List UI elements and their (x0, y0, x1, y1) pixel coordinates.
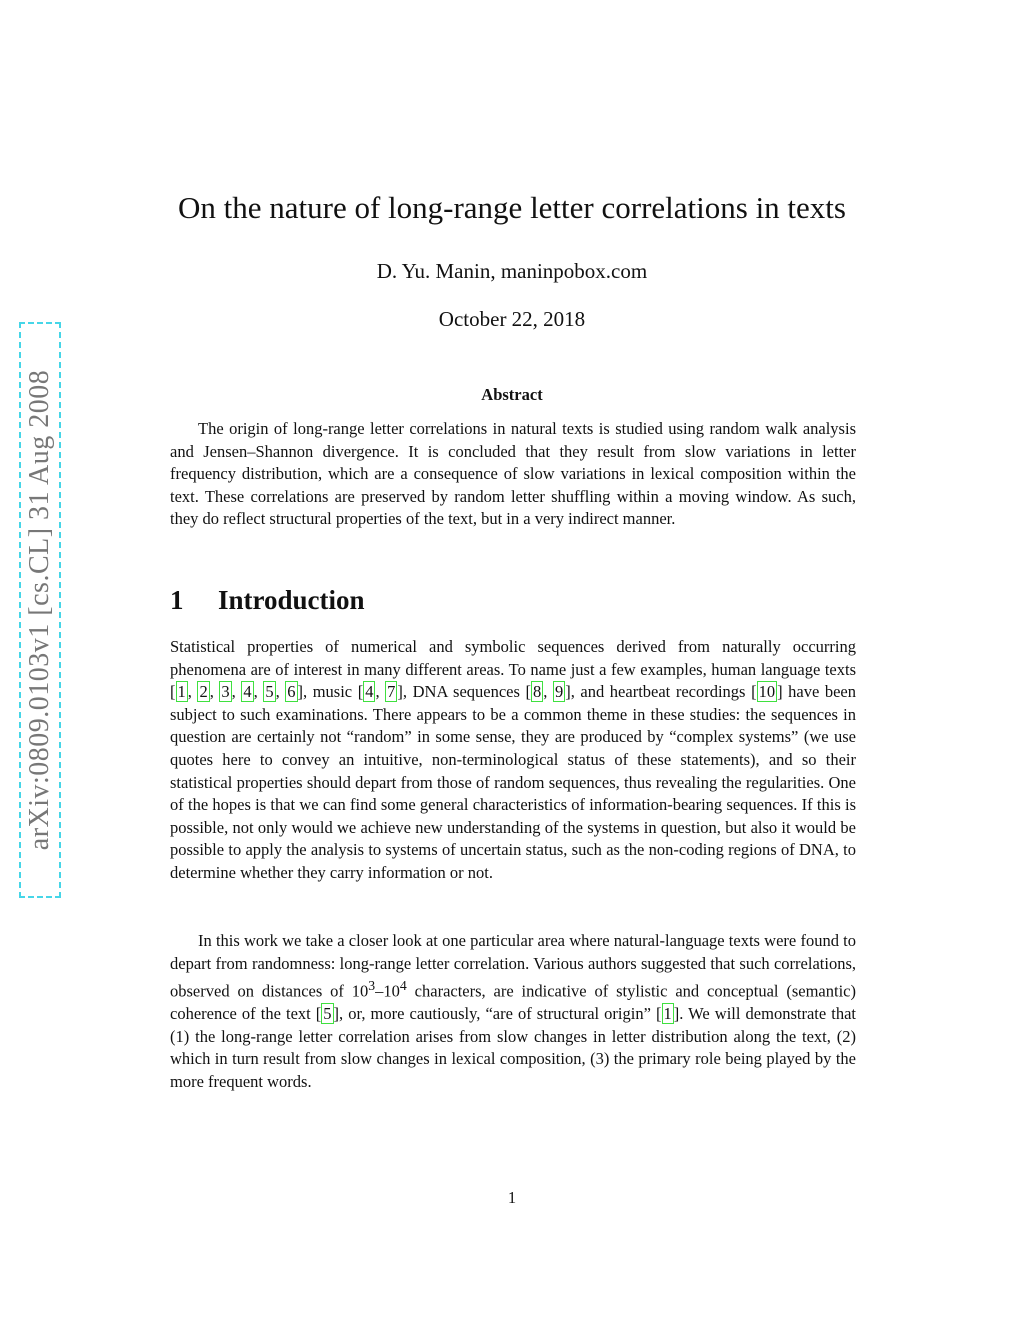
superscript: 3 (368, 978, 376, 994)
text-run: In this work we take a closer look at one particular area where natural-language texts were found to depart from randomness: long-range letter correlation. Various authors suggested that such correlations, observed on distances of 10 (170, 931, 856, 1001)
section-heading-introduction (170, 585, 365, 616)
citation-link[interactable]: 7 (387, 682, 396, 702)
abstract-body: The origin of long-range letter correlations in natural texts is studied using random walk analysis and Jensen–Shannon divergence. It is concluded that they result from slow variations in letter frequency distribution, which are a consequence of slow variations in lexical composition within the text. These correlations are preserved by random letter shuffling within a moving window. As such, they do reflect structural properties of the text, but in a very indirect manner. (170, 419, 856, 529)
text-run: , DNA sequences (402, 682, 526, 702)
abstract-heading: Abstract (481, 385, 543, 404)
text-run: , and heartbeat recordings (570, 682, 752, 702)
citation-link[interactable]: 6 (287, 682, 296, 702)
citation-link[interactable]: 4 (243, 682, 252, 702)
section-title: Introduction (218, 585, 365, 615)
intro-paragraph-1: Statistical properties of numerical and symbolic sequences derived from naturally occurring phenomena are of interest in many different areas. To name just a few examples, human language texts [ 1 , 2 , 3 , 4 , 5 , 6 ], music [ 4 , 7 ], DNA sequences [ 8 , 9 ], and heartbeat recordings [ 10 ] have been subject to such examinations. There appears to be a common theme in these studies: the sequences in question are certainly not “random” in some sense, they are produced by “complex systems” (we use quotes here to convey an intuitive, non-terminological status of these statements), and so their statistical properties should depart from those of random sequences, thus revealing the regularities. One of the hopes is that we can find some general characteristics of information-bearing sequences. If this is possible, not only would we achieve new understanding of the systems in question, but also it would be possible to apply the analysis to systems of uncertain status, such as the non-coding regions of DNA, to determine whether they carry information or not. (170, 637, 857, 882)
citation-link[interactable]: 8 (533, 682, 542, 702)
citation-link[interactable]: 1 (177, 682, 186, 702)
page-number: 1 (507, 1188, 517, 1207)
citation-link[interactable]: 3 (221, 682, 230, 702)
citation-link[interactable]: 5 (323, 1004, 332, 1024)
citation-link[interactable]: 10 (758, 682, 776, 702)
paper-title: On the nature of long-range letter correlations in texts (178, 190, 846, 225)
citation-link[interactable]: 2 (199, 682, 208, 702)
citation-link[interactable]: 5 (265, 682, 274, 702)
arxiv-identifier: arXiv:0809.0103v1 [cs.CL] 31 Aug 2008 (24, 369, 55, 851)
section-number: 1 (170, 585, 184, 615)
intro-paragraph-2: In this work we take a closer look at one particular area where natural-language texts were found to depart from randomness: long-range letter correlation. Various authors suggested that such correlations, observed on distances of $10^3-10^4$ characters, are indicative of stylistic and conceptual (semantic) coherence of the text [ 5 ], or, more cautiously, “are of structural origin” [ 1 ]. We will demonstrate that (1) the long-range letter correlation arises from slow changes in letter distribution along the text, (2) which in turn result from slow changes in lexical composition, (3) the primary role being played by the more frequent words. (170, 931, 856, 1092)
arxiv-sidebar-stamp (19, 322, 61, 898)
citation-link[interactable]: 9 (554, 682, 564, 702)
author-line: D. Yu. Manin, maninpobox.com (376, 259, 648, 283)
superscript: 4 (399, 978, 407, 994)
text-run: –10 (375, 981, 400, 1001)
text-run: have been subject to such examinations. There appears to be a common theme in these studies: the sequences in question are certainly not “random” in some sense, they are produced by “complex systems” (we use quotes here to convey an intuitive, non-terminological status of these statements), and so their statistical properties should depart from those of random sequences, thus revealing the regularities. One of the hopes is that we can find some general characteristics of information-bearing sequences. If this is possible, not only would we achieve new understanding of the systems in question, but also it would be possible to apply the analysis to systems of uncertain status, such as the non-coding regions of DNA, to determine whether they carry information or not. (170, 682, 857, 882)
text-run: Statistical properties of numerical and symbolic sequences derived from naturally occurring phenomena are of interest in many different areas. To name just a few examples, human language texts (170, 637, 856, 679)
text-run: , or, more cautiously, “are of structural origin” (339, 1004, 656, 1024)
text-run: characters, are indicative of stylistic and conceptual (semantic) coherence of the text (170, 981, 856, 1024)
text-run: . We will demonstrate that (1) the long-range letter correlation arises from slow changes in letter distribution along the text, (2) which in turn result from slow changes in lexical composition, (3) the primary role being played by the more frequent words. (170, 1004, 856, 1092)
citation-link[interactable]: 4 (365, 682, 374, 702)
citation-link[interactable]: 1 (663, 1004, 672, 1024)
text-run: , music (303, 682, 358, 702)
date-line: October 22, 2018 (438, 307, 586, 331)
